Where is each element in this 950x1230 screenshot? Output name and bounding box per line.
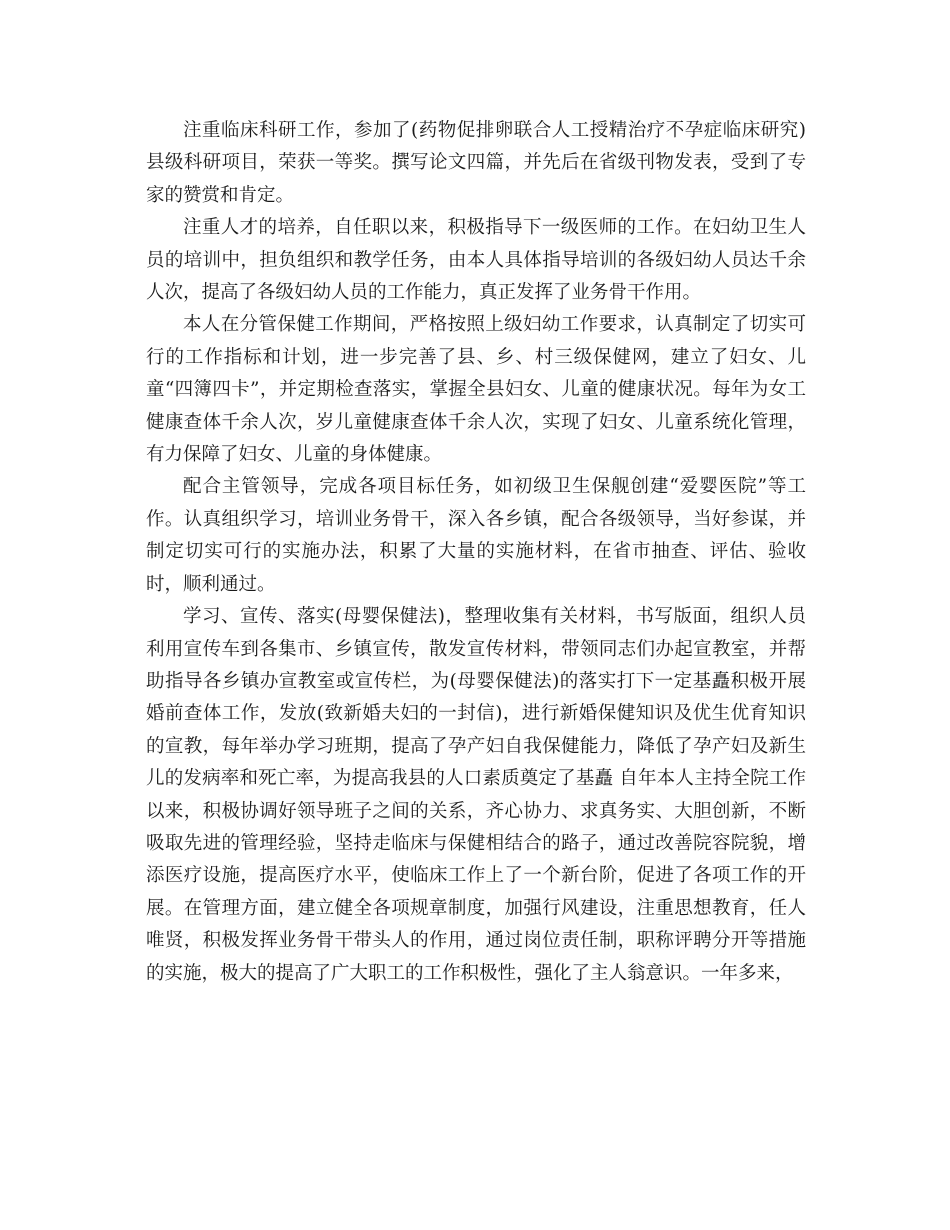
paragraph-maternal-law: 学习、宣传、落实(母婴保健法)，整理收集有关材料，书写版面，组织人员利用宣传车到各集市、乡镇宣传，散发宣传材料，带领同志们办起宣教室，并帮助指导各乡镇办宣教室或宣传栏，为(母婴保健法)的落实打下一定基矗积极开展婚前查体工作，发放(致新婚夫妇的一封信)，进行新婚保健知识及优生优育知识的宣教，每年举办学习班期，提高了孕产妇自我保健能力，降低了孕产妇及新生儿的发病率和死亡率，为提高我县的人口素质奠定了基矗 自年本人主持全院工作以来，积极协调好领导班子之间的关系，齐心协力、求真务实、大胆创新，不断吸取先进的管理经验，坚持走临床与保健相结合的路子，通过改善院容院貌，增添医疗设施，提高医疗水平，使临床工作上了一个新台阶，促进了各项工作的开展。在管理方面，建立健全各项规章制度，加强行风建设，注重思想教育，任人唯贤，积极发挥业务骨干带头人的作用，通过岗位责任制，职称评聘分开等措施的实施，极大的提高了广大职工的工作积极性，强化了主人翁意识。一年多来， (146, 606, 806, 984)
document-body (146, 115, 806, 990)
paragraph-health-care-work: 本人在分管保健工作期间，严格按照上级妇幼工作要求，认真制定了切实可行的工作指标和计划，进一步完善了县、乡、村三级保健网，建立了妇女、儿童“四簿四卡”，并定期检查落实，掌握全县妇女、儿童的健康状况。每年为女工健康查体千余人次，岁儿童健康查体千余人次，实现了妇女、儿童系统化管理，有力保障了妇女、儿童的身体健康。 (146, 314, 806, 466)
paragraph-talent-training: 注重人才的培养，自任职以来，积极指导下一级医师的工作。在妇幼卫生人员的培训中，担负组织和教学任务，由本人具体指导培训的各级妇幼人员达千余人次，提高了各级妇幼人员的工作能力，真正发挥了业务骨干作用。 (146, 217, 806, 304)
paragraph-target-tasks: 配合主管领导，完成各项目标任务，如初级卫生保舰创建“爱婴医院”等工作。认真组织学习，培训业务骨干，深入各乡镇，配合各级领导，当好参谋，并制定切实可行的实施办法，积累了大量的实施材料，在省市抽查、评估、验收时，顺利通过。 (146, 476, 806, 595)
paragraph-research: 注重临床科研工作，参加了(药物促排卵联合人工授精治疗不孕症临床研究)县级科研项目，荣获一等奖。撰写论文四篇，并先后在省级刊物发表，受到了专家的赞赏和肯定。 (146, 120, 806, 206)
